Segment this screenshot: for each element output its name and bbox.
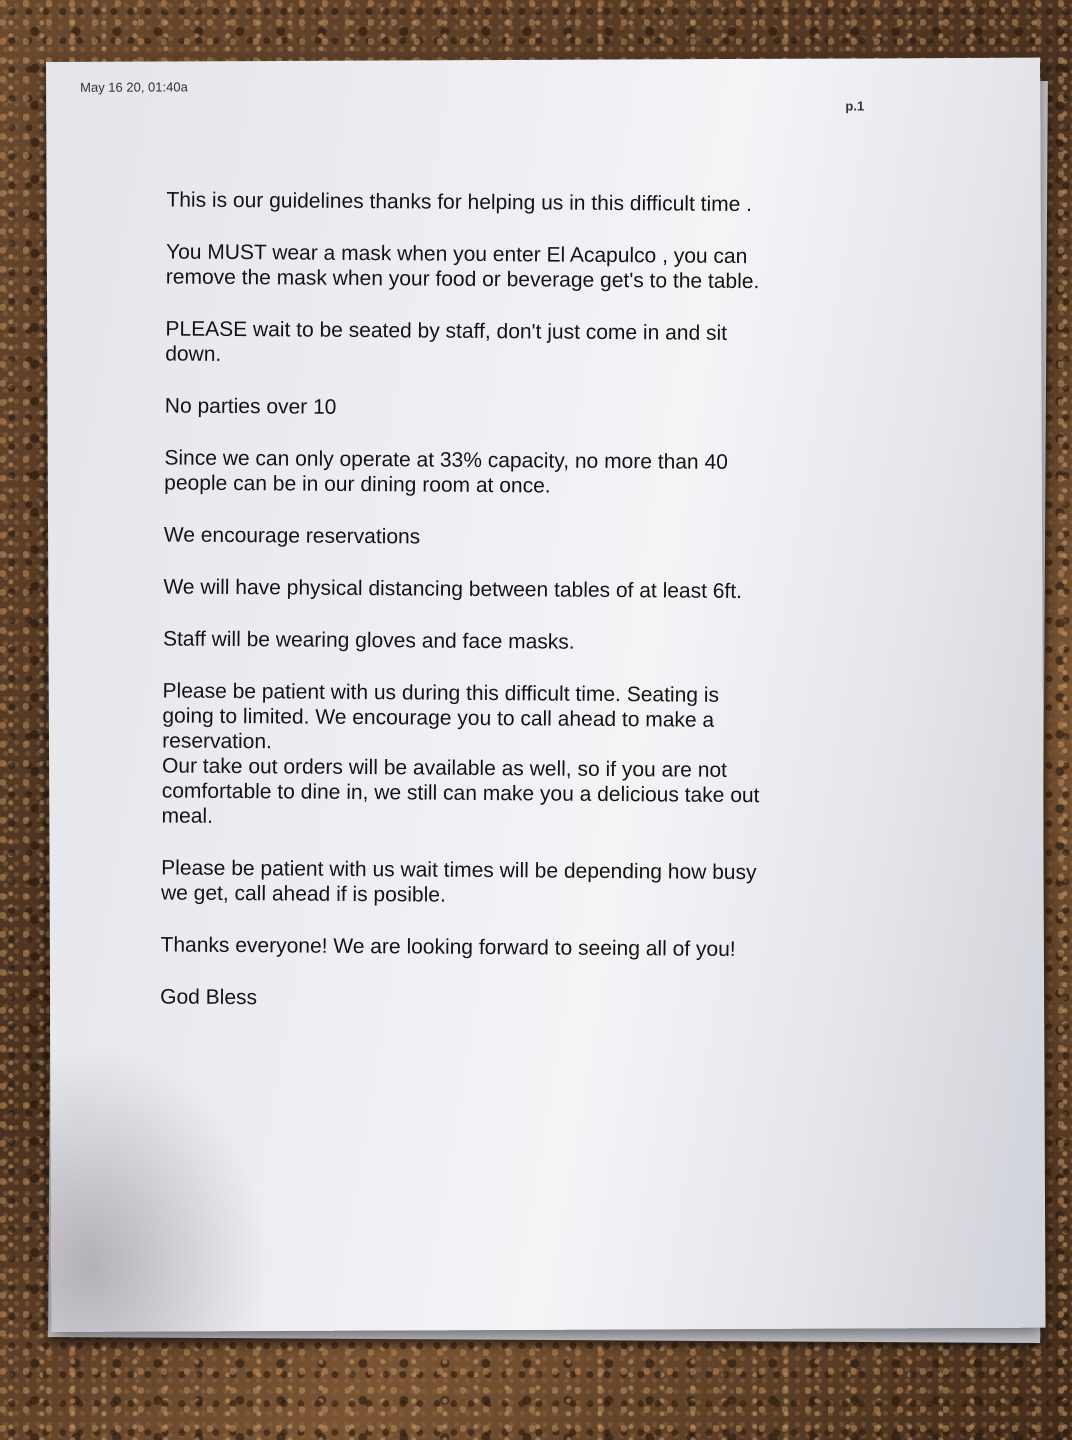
staff-note: Staff will be wearing gloves and face masks. xyxy=(162,627,575,654)
mask-rule: You MUST wear a mask when you enter El Acapulco , you can remove the mask when your food or beverage get's to the table. xyxy=(165,240,760,294)
patience-paragraph: Please be patient with us during this difficult time. Seating is going to limited. We encourage you to call ahead to make a reservation. xyxy=(162,679,720,754)
fax-timestamp: May 16 20, 01:40a xyxy=(80,79,188,95)
capacity-rule: Since we can only operate at 33% capacity, no more than 40 people can be in our dining room at once. xyxy=(164,446,728,498)
party-rule: No parties over 10 xyxy=(164,394,337,419)
distancing-note: We will have physical distancing between tables of at least 6ft. xyxy=(163,575,743,604)
takeout-paragraph: Our take out orders will be available as well, so if you are not comfortable to dine in, we still can make you a delicious take out meal. xyxy=(161,754,760,828)
guidelines-sheet xyxy=(46,58,1046,1332)
wait-times-paragraph: Please be patient with us wait times will be depending how busy we get, call ahead if is posible. xyxy=(160,856,757,907)
intro-paragraph: This is our guidelines thanks for helping us in this difficult time . xyxy=(166,188,753,217)
seating-rule: PLEASE wait to be seated by staff, don't just come in and sit down. xyxy=(165,317,728,366)
closing-line: God Bless xyxy=(160,985,258,1010)
reservations-note: We encourage reservations xyxy=(163,523,421,549)
hand-shadow xyxy=(46,1041,272,1332)
page-number: p.1 xyxy=(845,98,865,114)
letter-body xyxy=(160,187,867,1041)
thanks-paragraph: Thanks everyone! We are looking forward to seeing all of you! xyxy=(160,933,736,961)
